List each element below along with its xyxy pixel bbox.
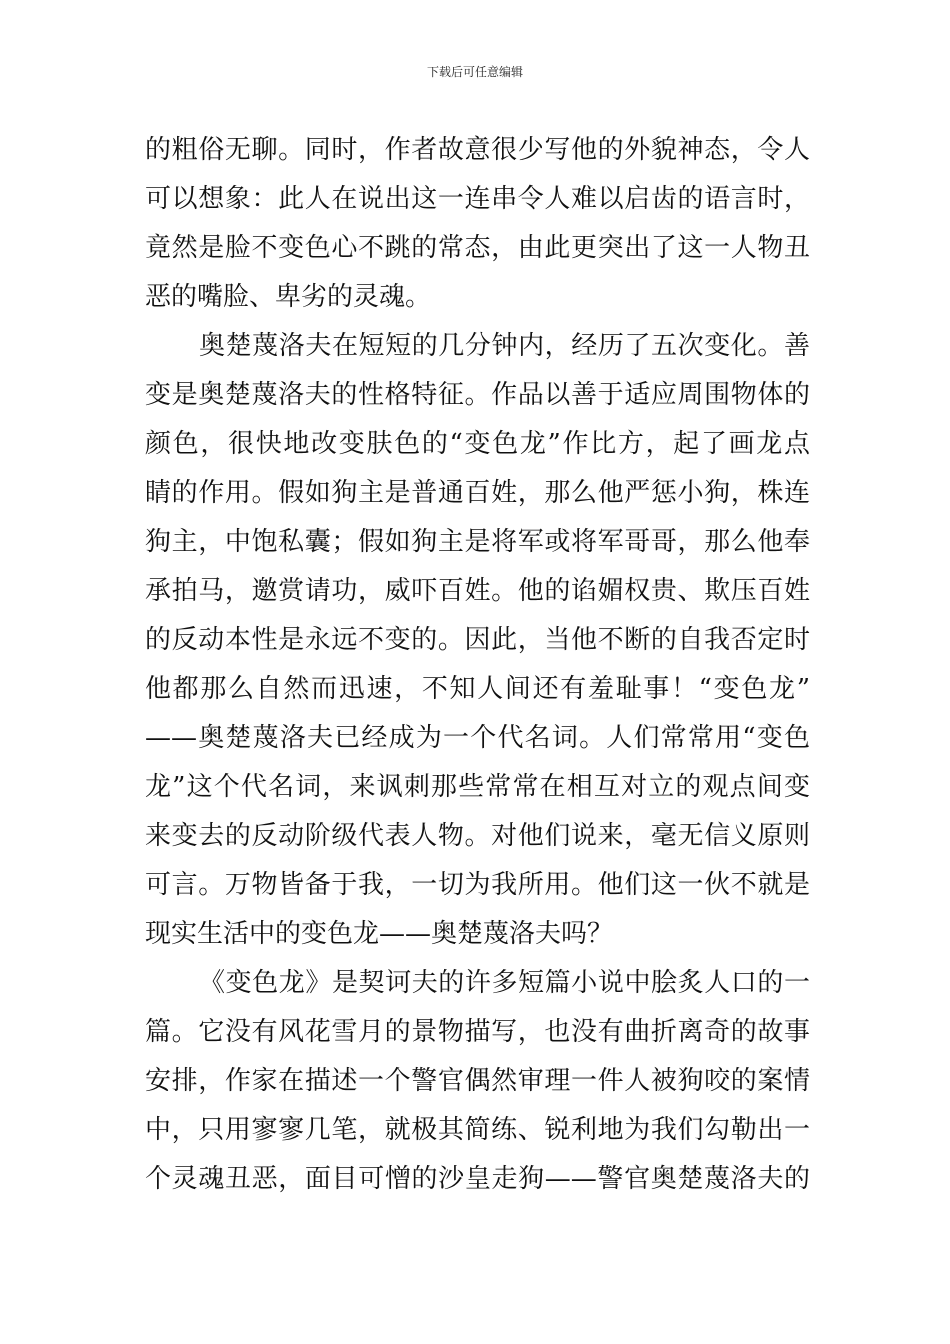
page-header: 下载后可任意编辑 [426, 65, 523, 79]
text-line: 来变去的反动阶级代表人物。对他们说来，毫无信义原则 [145, 821, 810, 851]
text-line: 奥楚蔑洛夫在短短的几分钟内，经历了五次变化。善 [199, 331, 810, 361]
text-line: 安排，作家在描述一个警官偶然审理一件人被狗咬的案情 [145, 1066, 810, 1096]
paragraph [145, 126, 810, 322]
text-line: 变是奥楚蔑洛夫的性格特征。作品以善于适应周围物体的 [145, 380, 810, 410]
text-line: 的反动本性是永远不变的。因此，当他不断的自我否定时 [145, 625, 810, 655]
text-line: ——奥楚蔑洛夫已经成为一个代名词。人们常常用“变色 [145, 723, 810, 753]
text-line: 可言。万物皆备于我，一切为我所用。他们这一伙不就是 [145, 870, 810, 900]
text-line: 可以想象：此人在说出这一连串令人难以启齿的语言时， [145, 184, 810, 214]
text-line: 狗主，中饱私囊；假如狗主是将军或将军哥哥，那么他奉 [145, 527, 810, 557]
paragraph [145, 959, 810, 1204]
text-line: 的粗俗无聊。同时，作者故意很少写他的外貌神态，令人 [145, 135, 810, 165]
paragraph [145, 322, 810, 959]
document-body [145, 126, 810, 1204]
text-line: 颜色，很快地改变肤色的“变色龙”作比方，起了画龙点 [145, 429, 810, 459]
text-line: 篇。它没有风花雪月的景物描写，也没有曲折离奇的故事 [145, 1017, 810, 1047]
text-line: 现实生活中的变色龙——奥楚蔑洛夫吗？ [145, 919, 614, 949]
text-line: 恶的嘴脸、卑劣的灵魂。 [145, 282, 432, 312]
text-line: 他都那么自然而迅速，不知人间还有羞耻事！“变色龙” [145, 674, 810, 704]
text-line: 《变色龙》是契诃夫的许多短篇小说中脍炙人口的一 [199, 968, 810, 998]
text-line: 个灵魂丑恶，面目可憎的沙皇走狗——警官奥楚蔑洛夫的 [145, 1164, 810, 1194]
text-line: 承拍马，邀赏请功，威吓百姓。他的谄媚权贵、欺压百姓 [145, 576, 810, 606]
text-line: 中，只用寥寥几笔，就极其简练、锐利地为我们勾勒出一 [145, 1115, 810, 1145]
text-line: 睛的作用。假如狗主是普通百姓，那么他严惩小狗，株连 [145, 478, 810, 508]
text-line: 竟然是脸不变色心不跳的常态，由此更突出了这一人物丑 [145, 233, 810, 263]
text-line: 龙”这个代名词，来讽刺那些常常在相互对立的观点间变 [145, 772, 810, 802]
